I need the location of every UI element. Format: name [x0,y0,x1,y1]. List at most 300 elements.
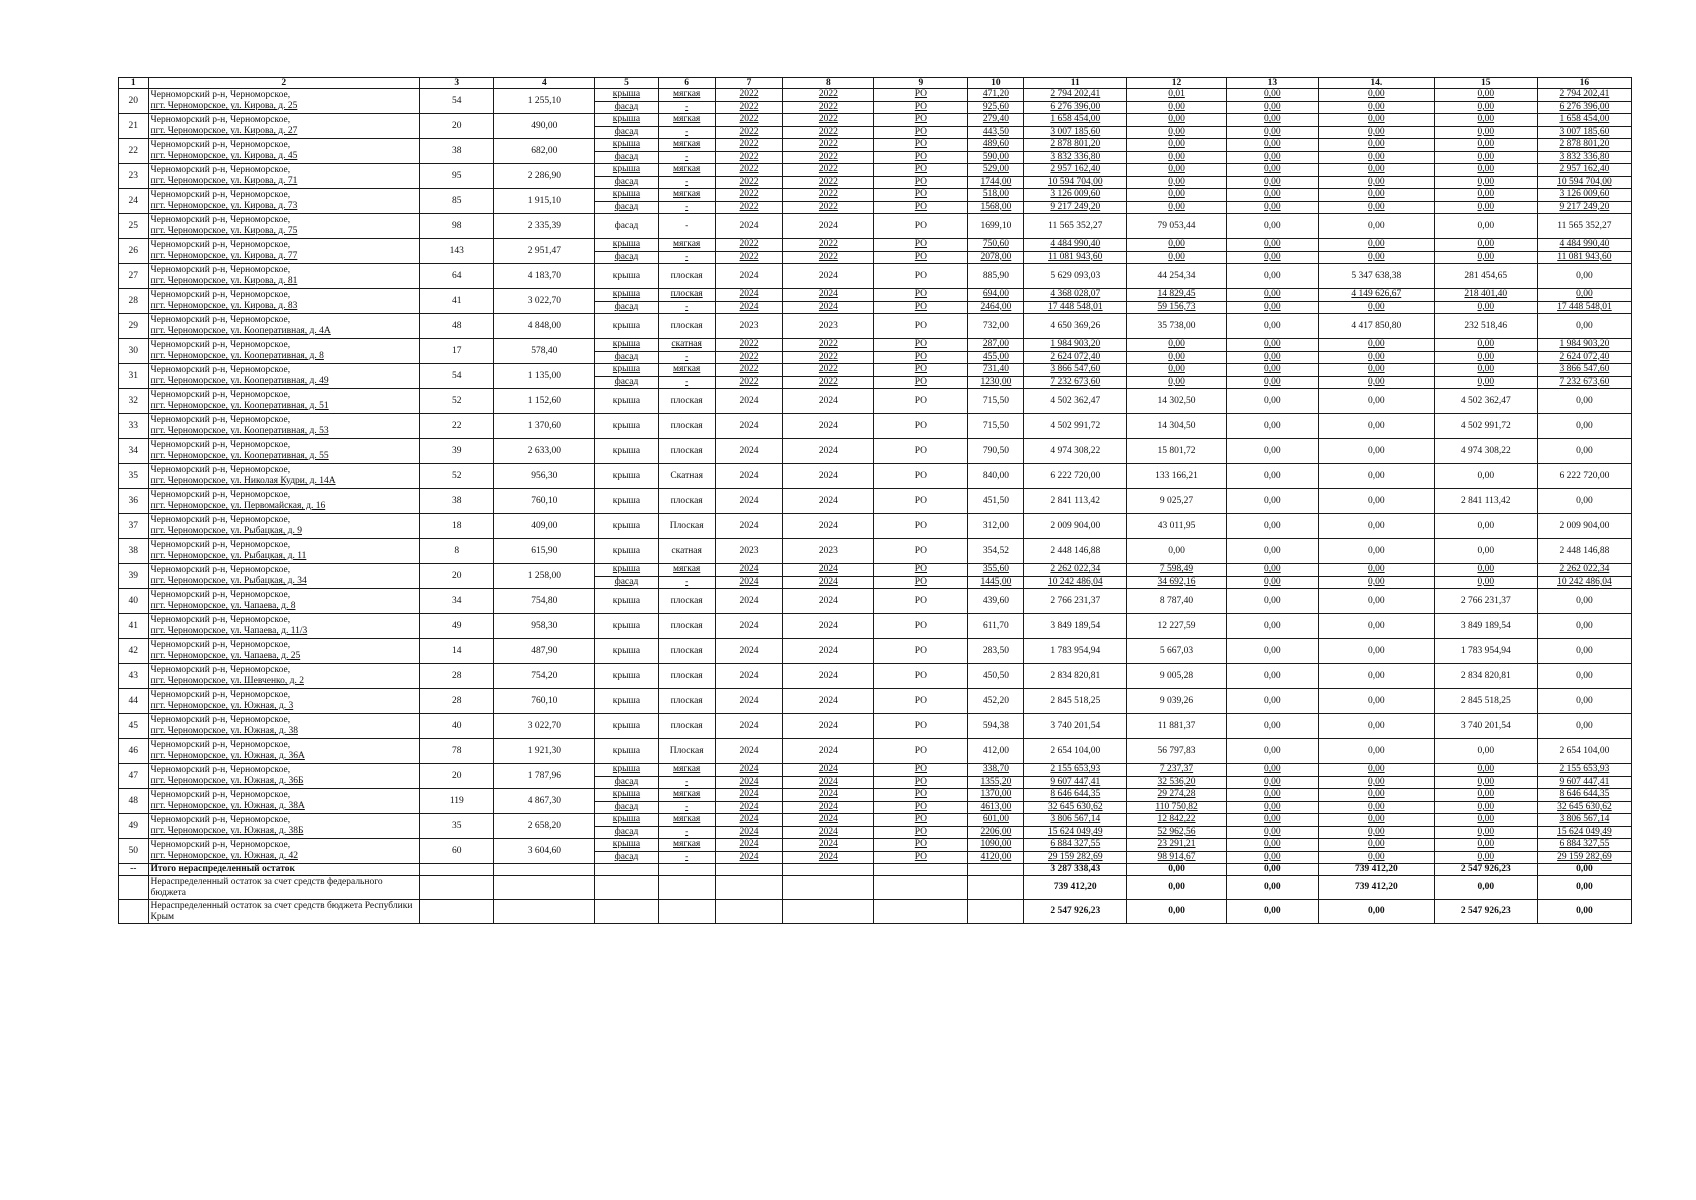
totals-mark: -- [119,864,149,876]
value-cell: 218 401,40 [1434,289,1537,302]
value-cell: 2023 [715,539,783,564]
empty-cell [494,864,595,876]
value-cell: 0,00 [1434,301,1537,314]
table-row [119,764,1632,777]
value-cell: 2022 [783,189,874,202]
address-cell [148,839,420,864]
area-value: 754,20 [494,664,595,689]
value-cell: 0,00 [1318,789,1434,802]
value-cell: 0,00 [1318,851,1434,864]
value-cell: 11 081 943,60 [1024,251,1127,264]
value-cell: 2024 [783,814,874,827]
value-cell: - [658,776,715,789]
value-cell: 0,00 [1226,839,1318,852]
header-cell: 7 [715,78,783,89]
header-cell: 11 [1024,78,1127,89]
value-cell: 2024 [715,264,783,289]
value-cell: 3 740 201,54 [1024,714,1127,739]
value-cell: 4 502 991,72 [1024,414,1127,439]
empty-cell [658,900,715,924]
totals-value: 3 287 338,43 [1024,864,1127,876]
address-line-district: Черноморский р-н, Черноморское, [150,315,291,325]
empty-cell [874,900,968,924]
area-value: 2 951,47 [494,239,595,264]
value-cell: крыша [595,289,658,302]
value-cell: РО [874,564,968,577]
value-cell: 43 011,95 [1127,514,1227,539]
row-number: 39 [119,564,149,589]
header-cell: 6 [658,78,715,89]
header-cell: 13 [1226,78,1318,89]
apartments-count: 49 [420,614,494,639]
value-cell: 1 658 454,00 [1537,114,1631,127]
address-cell [148,764,420,789]
value-cell: 2 262 022,34 [1537,564,1631,577]
value-cell: 0,00 [1318,176,1434,189]
value-cell: 2024 [783,301,874,314]
value-cell: 2024 [715,664,783,689]
value-cell: 0,00 [1127,164,1227,177]
value-cell: - [658,376,715,389]
value-cell: 9 217 249,20 [1537,201,1631,214]
value-cell: 0,00 [1318,439,1434,464]
row-number: 43 [119,664,149,689]
value-cell: 0,00 [1127,339,1227,352]
value-cell: крыша [595,564,658,577]
address-line-street: пгт. Черноморское, ул. Кирова, д. 71 [150,176,298,186]
value-cell: 10 242 486,04 [1024,576,1127,589]
value-cell: крыша [595,139,658,152]
header-cell: 14. [1318,78,1434,89]
value-cell: 3 007 185,60 [1024,126,1127,139]
value-cell: фасад [595,376,658,389]
value-cell: 0,01 [1127,89,1227,102]
value-cell: 2024 [783,264,874,289]
value-cell: 2 794 202,41 [1537,89,1631,102]
value-cell: - [658,576,715,589]
value-cell: 2 766 231,37 [1434,589,1537,614]
value-cell: 0,00 [1226,151,1318,164]
area-value: 578,40 [494,339,595,364]
value-cell: 0,00 [1318,839,1434,852]
empty-cell [783,864,874,876]
value-cell: 0,00 [1318,101,1434,114]
value-cell: 0,00 [1226,351,1318,364]
value-cell: 5 629 093,03 [1024,264,1127,289]
row-number: 22 [119,139,149,164]
value-cell: 14 829,45 [1127,289,1227,302]
value-cell: 0,00 [1226,539,1318,564]
value-cell: - [658,101,715,114]
value-cell: 0,00 [1434,364,1537,377]
value-cell: РО [874,576,968,589]
value-cell: 2024 [715,439,783,464]
remainder-label: Нераспределенный остаток за счет средств бюджета Республики Крым [148,900,420,924]
value-cell: 287,00 [968,339,1024,352]
value-cell: - [658,826,715,839]
value-cell: 2024 [783,764,874,777]
value-cell: фасад [595,214,658,239]
value-cell: 925,60 [968,101,1024,114]
header-cell: 15 [1434,78,1537,89]
value-cell: фасад [595,176,658,189]
value-cell: 0,00 [1434,214,1537,239]
value-cell: 2022 [715,89,783,102]
table-row [119,389,1632,414]
value-cell: 9 607 447,41 [1537,776,1631,789]
value-cell: 3 806 567,14 [1024,814,1127,827]
address-line-street: пгт. Черноморское, ул. Кирова, д. 25 [150,101,298,111]
value-cell: крыша [595,839,658,852]
value-cell: 0,00 [1434,189,1537,202]
value-cell: 0,00 [1226,414,1318,439]
row-number: 49 [119,814,149,839]
row-number: 27 [119,264,149,289]
value-cell: крыша [595,339,658,352]
value-cell: РО [874,364,968,377]
value-cell: 0,00 [1318,539,1434,564]
value-cell: 2022 [715,139,783,152]
value-cell: 0,00 [1318,189,1434,202]
value-cell: крыша [595,89,658,102]
value-cell: 2022 [715,201,783,214]
value-cell: 2024 [715,776,783,789]
value-cell: 0,00 [1226,301,1318,314]
apartments-count: 34 [420,589,494,614]
value-cell: крыша [595,789,658,802]
value-cell: 0,00 [1226,114,1318,127]
value-cell: 2024 [783,514,874,539]
value-cell: крыша [595,514,658,539]
value-cell: мягкая [658,839,715,852]
value-cell: 0,00 [1127,126,1227,139]
address-line-street: пгт. Черноморское, ул. Рыбацкая, д. 34 [150,576,307,586]
remainder-value: 739 412,20 [1024,876,1127,900]
table-row [119,589,1632,614]
address-line-street: пгт. Черноморское, ул. Чапаева, д. 8 [150,601,296,611]
value-cell: Плоская [658,514,715,539]
value-cell: 3 866 547,60 [1024,364,1127,377]
value-cell: 1744,00 [968,176,1024,189]
area-value: 4 183,70 [494,264,595,289]
value-cell: 354,52 [968,539,1024,564]
address-line-district: Черноморский р-н, Черноморское, [150,165,291,175]
value-cell: 0,00 [1318,151,1434,164]
value-cell: 0,00 [1226,814,1318,827]
value-cell: 601,00 [968,814,1024,827]
address-cell [148,364,420,389]
value-cell: 0,00 [1434,851,1537,864]
value-cell: мягкая [658,89,715,102]
value-cell: 0,00 [1318,664,1434,689]
value-cell: 452,20 [968,689,1024,714]
value-cell: РО [874,589,968,614]
value-cell: 2024 [783,639,874,664]
value-cell: 0,00 [1434,826,1537,839]
value-cell: 0,00 [1434,814,1537,827]
register-table [118,77,1632,924]
address-cell [148,639,420,664]
value-cell: 2022 [715,364,783,377]
value-cell: 2024 [715,489,783,514]
value-cell: 0,00 [1318,826,1434,839]
value-cell: 4613,00 [968,801,1024,814]
value-cell: 0,00 [1127,351,1227,364]
row-number: 28 [119,289,149,314]
address-cell [148,589,420,614]
value-cell: 0,00 [1434,376,1537,389]
value-cell: мягкая [658,114,715,127]
value-cell: 2 009 904,00 [1024,514,1127,539]
value-cell: 32 645 630,62 [1537,801,1631,814]
value-cell: 7 232 673,60 [1024,376,1127,389]
value-cell: крыша [595,739,658,764]
value-cell: РО [874,201,968,214]
remainder-value: 2 547 926,23 [1024,900,1127,924]
value-cell: 0,00 [1318,639,1434,664]
value-cell: 0,00 [1226,776,1318,789]
value-cell: 0,00 [1318,589,1434,614]
value-cell: 0,00 [1226,314,1318,339]
value-cell: 3 126 009,60 [1024,189,1127,202]
value-cell: 4 650 369,26 [1024,314,1127,339]
value-cell: крыша [595,614,658,639]
value-cell: 0,00 [1537,439,1631,464]
apartments-count: 14 [420,639,494,664]
address-line-street: пгт. Черноморское, ул. Шевченко, д. 2 [150,676,304,686]
table-row [119,189,1632,202]
value-cell: 715,50 [968,414,1024,439]
empty-cell [715,900,783,924]
address-line-district: Черноморский р-н, Черноморское, [150,340,291,350]
address-line-street: пгт. Черноморское, ул. Кооперативная, д. 55 [150,451,329,461]
value-cell: 0,00 [1434,801,1537,814]
apartments-count: 18 [420,514,494,539]
table-row [119,489,1632,514]
value-cell: 2022 [715,176,783,189]
address-cell [148,514,420,539]
address-cell [148,189,420,214]
row-number: 32 [119,389,149,414]
value-cell: 2024 [715,301,783,314]
value-cell: 6 276 396,00 [1024,101,1127,114]
value-cell: 0,00 [1226,689,1318,714]
value-cell: 0,00 [1434,789,1537,802]
value-cell: 2024 [783,289,874,302]
table-row [119,89,1632,102]
address-cell [148,814,420,839]
value-cell: 2023 [715,314,783,339]
value-cell: 0,00 [1226,364,1318,377]
value-cell: 0,00 [1127,539,1227,564]
value-cell: 8 787,40 [1127,589,1227,614]
value-cell: 4 974 308,22 [1024,439,1127,464]
value-cell: 2024 [783,664,874,689]
remainder-value: 0,00 [1318,900,1434,924]
value-cell: 2024 [783,801,874,814]
table-row [119,689,1632,714]
address-cell [148,314,420,339]
apartments-count: 39 [420,439,494,464]
value-cell: 0,00 [1226,564,1318,577]
value-cell: 3 806 567,14 [1537,814,1631,827]
address-line-district: Черноморский р-н, Черноморское, [150,790,291,800]
empty-cell [494,900,595,924]
address-cell [148,614,420,639]
address-line-street: пгт. Черноморское, ул. Кооперативная, д. 53 [150,426,329,436]
apartments-count: 54 [420,89,494,114]
value-cell: 0,00 [1537,664,1631,689]
value-cell: 2 009 904,00 [1537,514,1631,539]
area-value: 682,00 [494,139,595,164]
row-number: 23 [119,164,149,189]
apartments-count: 54 [420,364,494,389]
value-cell: 0,00 [1318,364,1434,377]
value-cell: - [658,251,715,264]
remainder-label: Нераспределенный остаток за счет средств федерального бюджета [148,876,420,900]
value-cell: 5 667,03 [1127,639,1227,664]
value-cell: 0,00 [1127,376,1227,389]
row-number: 42 [119,639,149,664]
value-cell: 840,00 [968,464,1024,489]
value-cell: 0,00 [1318,739,1434,764]
address-line-district: Черноморский р-н, Черноморское, [150,490,291,500]
value-cell: 1370,00 [968,789,1024,802]
value-cell: 0,00 [1226,201,1318,214]
value-cell: плоская [658,289,715,302]
table-row [119,164,1632,177]
address-line-district: Черноморский р-н, Черноморское, [150,565,291,575]
value-cell: 2022 [715,114,783,127]
value-cell: плоская [658,414,715,439]
value-cell: крыша [595,389,658,414]
value-cell: 2022 [783,164,874,177]
value-cell: 2023 [783,539,874,564]
value-cell: РО [874,264,968,289]
value-cell: плоская [658,439,715,464]
value-cell: мягкая [658,164,715,177]
value-cell: 6 884 327,55 [1537,839,1631,852]
value-cell: фасад [595,801,658,814]
totals-value: 0,00 [1127,864,1227,876]
value-cell: 1090,00 [968,839,1024,852]
address-line-street: пгт. Черноморское, ул. Южная, д. 36Б [150,776,304,786]
address-line-street: пгт. Черноморское, ул. Первомайская, д. 16 [150,501,326,511]
address-cell [148,164,420,189]
value-cell: 2 448 146,88 [1024,539,1127,564]
value-cell: 2 624 072,40 [1024,351,1127,364]
area-value: 1 135,00 [494,364,595,389]
address-line-street: пгт. Черноморское, ул. Чапаева, д. 25 [150,651,301,661]
value-cell: 2022 [715,376,783,389]
value-cell: 0,00 [1434,151,1537,164]
totals-value: 0,00 [1537,864,1631,876]
value-cell: 0,00 [1537,489,1631,514]
address-line-street: пгт. Черноморское, ул. Кирова, д. 83 [150,301,298,311]
value-cell: 133 166,21 [1127,464,1227,489]
value-cell: 15 801,72 [1127,439,1227,464]
value-cell: крыша [595,264,658,289]
address-line-district: Черноморский р-н, Черноморское, [150,765,291,775]
value-cell: 3 832 336,80 [1024,151,1127,164]
address-line-street: пгт. Черноморское, ул. Кооперативная, д. 51 [150,401,329,411]
empty-cell [874,864,968,876]
row-number: 41 [119,614,149,639]
totals-value: 0,00 [1226,864,1318,876]
value-cell: 0,00 [1226,264,1318,289]
value-cell: 0,00 [1537,264,1631,289]
value-cell: РО [874,289,968,302]
empty-cell [420,876,494,900]
row-number: 46 [119,739,149,764]
value-cell: 2022 [715,151,783,164]
value-cell: 2 262 022,34 [1024,564,1127,577]
totals-value: 739 412,20 [1318,864,1434,876]
address-line-district: Черноморский р-н, Черноморское, [150,590,291,600]
value-cell: 2022 [715,164,783,177]
value-cell: 0,00 [1434,201,1537,214]
value-cell: 0,00 [1537,289,1631,302]
value-cell: 2024 [783,214,874,239]
value-cell: 2 834 820,81 [1434,664,1537,689]
value-cell: 0,00 [1434,114,1537,127]
value-cell: фасад [595,201,658,214]
area-value: 760,10 [494,489,595,514]
value-cell: 0,00 [1537,414,1631,439]
address-cell [148,114,420,139]
value-cell: 4 974 308,22 [1434,439,1537,464]
address-line-street: пгт. Черноморское, ул. Кирова, д. 77 [150,251,298,261]
address-line-district: Черноморский р-н, Черноморское, [150,640,291,650]
empty-cell [968,864,1024,876]
address-line-street: пгт. Черноморское, ул. Чапаева, д. 11/3 [150,626,308,636]
value-cell: 2024 [783,839,874,852]
value-cell: РО [874,239,968,252]
value-cell: 2 654 104,00 [1537,739,1631,764]
table-row [119,564,1632,577]
value-cell: 1699,10 [968,214,1024,239]
value-cell: 3 849 189,54 [1434,614,1537,639]
value-cell: РО [874,464,968,489]
apartments-count: 38 [420,139,494,164]
value-cell: РО [874,689,968,714]
value-cell: 2024 [715,789,783,802]
value-cell: 0,00 [1226,376,1318,389]
value-cell: 2024 [715,614,783,639]
address-cell [148,714,420,739]
value-cell: 4 149 626,67 [1318,289,1434,302]
value-cell: плоская [658,489,715,514]
address-line-district: Черноморский р-н, Черноморское, [150,715,291,725]
value-cell: 0,00 [1434,576,1537,589]
value-cell: 0,00 [1434,101,1537,114]
remainder-value: 0,00 [1127,900,1227,924]
value-cell: РО [874,164,968,177]
area-value: 1 255,10 [494,89,595,114]
value-cell: РО [874,739,968,764]
value-cell: 34 692,16 [1127,576,1227,589]
value-cell: фасад [595,576,658,589]
value-cell: 2024 [783,439,874,464]
apartments-count: 52 [420,464,494,489]
value-cell: 9 217 249,20 [1024,201,1127,214]
value-cell: 0,00 [1318,576,1434,589]
value-cell: фасад [595,301,658,314]
value-cell: 0,00 [1226,439,1318,464]
area-value: 4 848,00 [494,314,595,339]
value-cell: 2024 [783,614,874,639]
value-cell: 2024 [715,464,783,489]
